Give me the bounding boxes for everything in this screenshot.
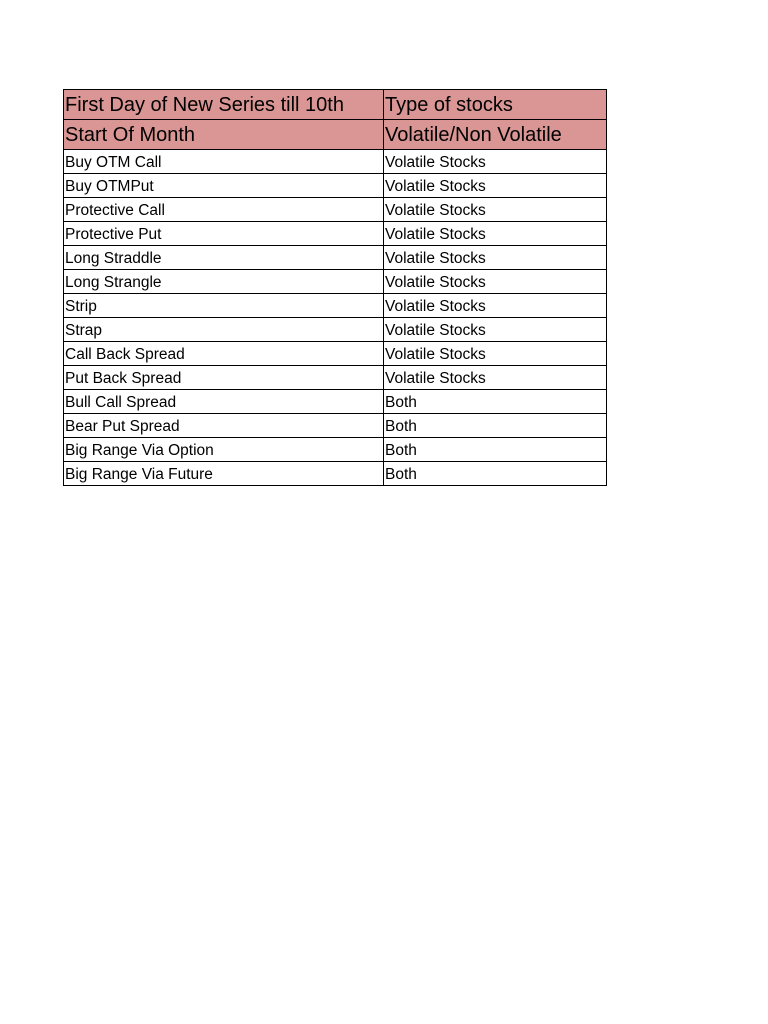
strategy-table [63,89,607,486]
spreadsheet-area [63,89,606,486]
table-row [64,342,607,366]
stock-type-cell[interactable]: Volatile Stocks [384,366,607,390]
strategy-cell[interactable]: Buy OTM Call [64,150,384,174]
table-body [64,90,607,486]
header-row [64,90,607,120]
table-row [64,438,607,462]
table-row [64,222,607,246]
table-row [64,414,607,438]
strategy-cell[interactable]: Strip [64,294,384,318]
stock-type-cell[interactable]: Volatile Stocks [384,174,607,198]
strategy-cell[interactable]: Strap [64,318,384,342]
stock-type-cell[interactable]: Volatile Stocks [384,270,607,294]
header-cell-volatility[interactable]: Volatile/Non Volatile [384,120,607,150]
strategy-cell[interactable]: Buy OTMPut [64,174,384,198]
strategy-cell[interactable]: Protective Call [64,198,384,222]
strategy-cell[interactable]: Big Range Via Option [64,438,384,462]
strategy-cell[interactable]: Big Range Via Future [64,462,384,486]
table-row [64,150,607,174]
table-row [64,270,607,294]
stock-type-cell[interactable]: Volatile Stocks [384,342,607,366]
header-cell-series[interactable]: First Day of New Series till 10th [64,90,384,120]
table-row [64,462,607,486]
header-row [64,120,607,150]
table-row [64,390,607,414]
stock-type-cell[interactable]: Volatile Stocks [384,294,607,318]
header-cell-month[interactable]: Start Of Month [64,120,384,150]
strategy-cell[interactable]: Call Back Spread [64,342,384,366]
stock-type-cell[interactable]: Both [384,462,607,486]
strategy-cell[interactable]: Bear Put Spread [64,414,384,438]
table-row [64,294,607,318]
stock-type-cell[interactable]: Both [384,414,607,438]
stock-type-cell[interactable]: Volatile Stocks [384,150,607,174]
stock-type-cell[interactable]: Both [384,390,607,414]
stock-type-cell[interactable]: Volatile Stocks [384,198,607,222]
strategy-cell[interactable]: Put Back Spread [64,366,384,390]
stock-type-cell[interactable]: Volatile Stocks [384,222,607,246]
strategy-cell[interactable]: Long Straddle [64,246,384,270]
table-row [64,366,607,390]
table-row [64,318,607,342]
table-row [64,174,607,198]
strategy-cell[interactable]: Long Strangle [64,270,384,294]
strategy-cell[interactable]: Bull Call Spread [64,390,384,414]
stock-type-cell[interactable]: Volatile Stocks [384,246,607,270]
table-row [64,198,607,222]
strategy-cell[interactable]: Protective Put [64,222,384,246]
header-cell-stock-type[interactable]: Type of stocks [384,90,607,120]
stock-type-cell[interactable]: Both [384,438,607,462]
table-row [64,246,607,270]
stock-type-cell[interactable]: Volatile Stocks [384,318,607,342]
